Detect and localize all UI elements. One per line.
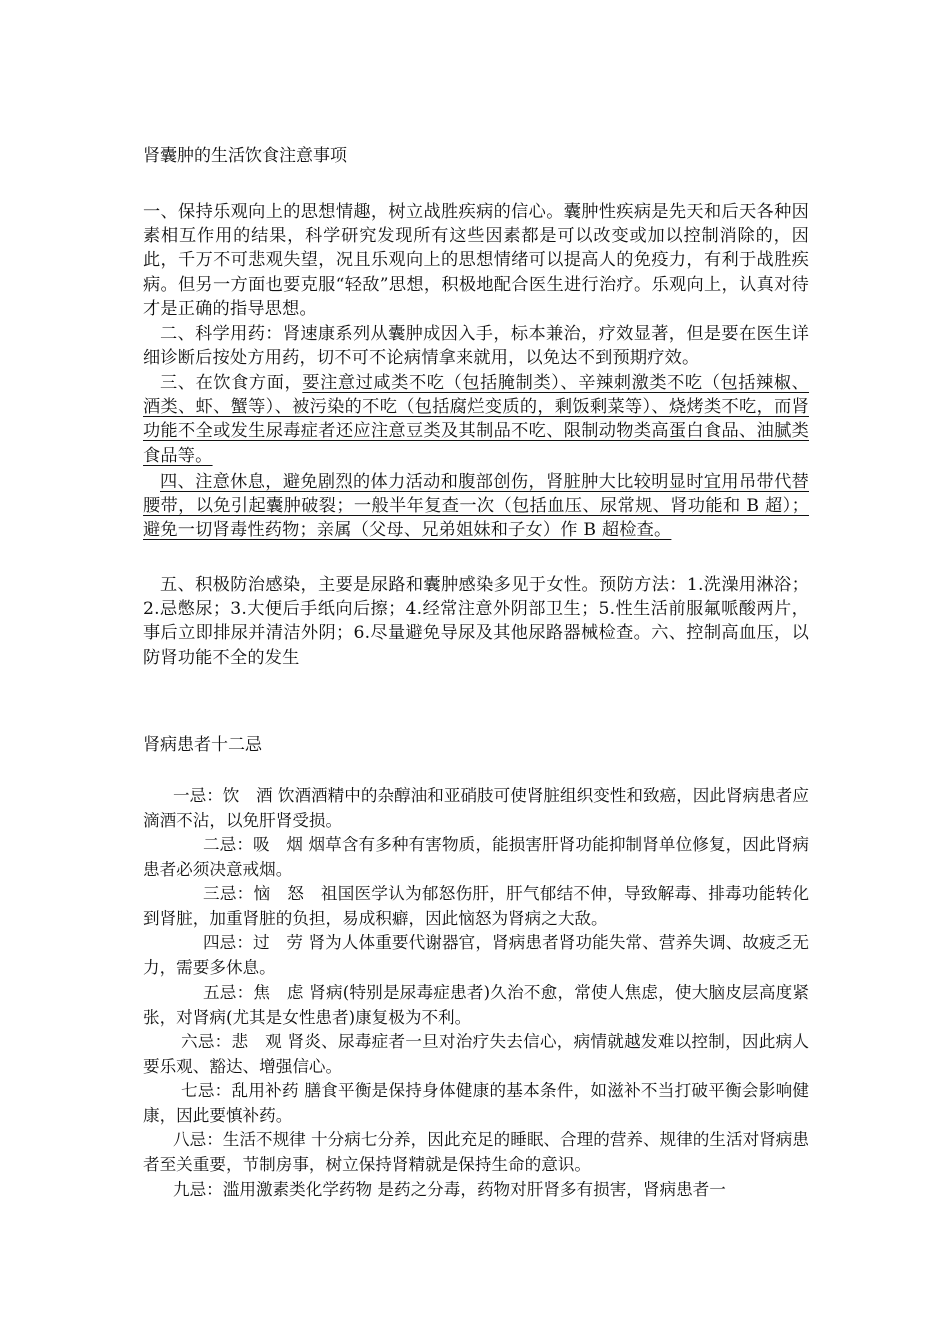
paragraph-3-intro: 三、在饮食方面， bbox=[160, 373, 303, 393]
paragraph-2: 二、科学用药：肾速康系列从囊肿成因入手，标本兼治，疗效显著，但是要在医生详细诊断后按处方用药，切不可不论病情拿来就用，以免达不到预期疗效。 bbox=[143, 324, 809, 369]
paragraph-5: 五、积极防治感染，主要是尿路和囊肿感染多见于女性。预防方法：1.洗澡用淋浴；2.忌憋尿；3.大便后手纸向后擦；4.经常注意外阴部卫生；5.性生活前服氟哌酸两片，事后立即排尿并清洁外阴；6.尽量避免导尿及其他尿路器械检查。六、控制高血压，以防肾功能不全的发生 bbox=[143, 575, 809, 668]
list-item: 二忌：吸 烟 烟草含有多种有害物质，能损害肝肾功能抑制肾单位修复，因此肾病患者必须决意戒烟。 bbox=[143, 835, 809, 879]
list-item: 六忌：悲 观 肾炎、尿毒症者一旦对治疗失去信心，病情就越发难以控制，因此病人要乐观、豁达、增强信心。 bbox=[143, 1032, 809, 1076]
paragraph-3 bbox=[143, 371, 809, 468]
section-title: 肾囊肿的生活饮食注意事项 bbox=[143, 146, 347, 166]
paragraph-3-underlined: 要注意过咸类不吃（包括腌制类）、辛辣刺激类不吃（包括辣椒、酒类、虾、蟹等）、被污染的不吃（包括腐烂变质的，剩饭剩菜等）、烧烤类不吃，而肾功能不全或发生尿毒症者还应注意豆类及其制品不吃、限制动物类高蛋白食品、油腻类食品等。 bbox=[143, 373, 810, 466]
paragraph-1: 一、保持乐观向上的思想情趣，树立战胜疾病的信心。囊肿性疾病是先天和后天各种因素相互作用的结果，科学研究发现所有这些因素都是可以改变或加以控制消除的，因此，千万不可悲观失望，况且乐观向上的思想情绪可以提高人的免疫力，有利于战胜疾病。但另一方面也要克服“轻敌”思想，积极地配合医生进行治疗。乐观向上，认真对待才是正确的指导思想。 bbox=[143, 202, 809, 319]
list-item: 五忌：焦 虑 肾病(特别是尿毒症患者)久治不愈，常使人焦虑，使大脑皮层高度紧张，对肾病(尤其是女性患者)康复极为不利。 bbox=[143, 983, 809, 1027]
list-item: 一忌：饮 酒 饮酒酒精中的杂醇油和亚硝肢可使肾脏组织变性和致癌，因此肾病患者应滴酒不沾，以免肝肾受损。 bbox=[143, 786, 809, 830]
paragraph-4: 四、注意休息，避免剧烈的体力活动和腹部创伤，肾脏肿大比较明显时宜用吊带代替腰带，以免引起囊肿破裂；一般半年复查一次（包括血压、尿常规、肾功能和 B 超）；避免一切肾毒性药物；亲属（父母、兄弟姐妹和子女）作 B 超检查。 bbox=[143, 472, 809, 541]
list-item: 四忌：过 劳 肾为人体重要代谢器官，肾病患者肾功能失常、营养失调、故疲乏无力，需要多休息。 bbox=[143, 933, 809, 977]
section-title-2: 肾病患者十二忌 bbox=[143, 735, 262, 755]
list-item: 三忌：恼 怒 祖国医学认为郁怒伤肝，肝气郁结不伸，导致解毒、排毒功能转化到肾脏，加重肾脏的负担，易成积癖，因此恼怒为肾病之大敌。 bbox=[143, 884, 809, 928]
list-item: 七忌：乱用补药 膳食平衡是保持身体健康的基本条件，如滋补不当打破平衡会影响健康，因此要慎补药。 bbox=[143, 1081, 809, 1125]
list-item: 八忌：生活不规律 十分病七分养，因此充足的睡眠、合理的营养、规律的生活对肾病患者至关重要，节制房事，树立保持肾精就是保持生命的意识。 bbox=[143, 1130, 809, 1174]
list-item: 九忌：滥用激素类化学药物 是药之分毒，药物对肝肾多有损害，肾病患者一 bbox=[173, 1180, 726, 1199]
